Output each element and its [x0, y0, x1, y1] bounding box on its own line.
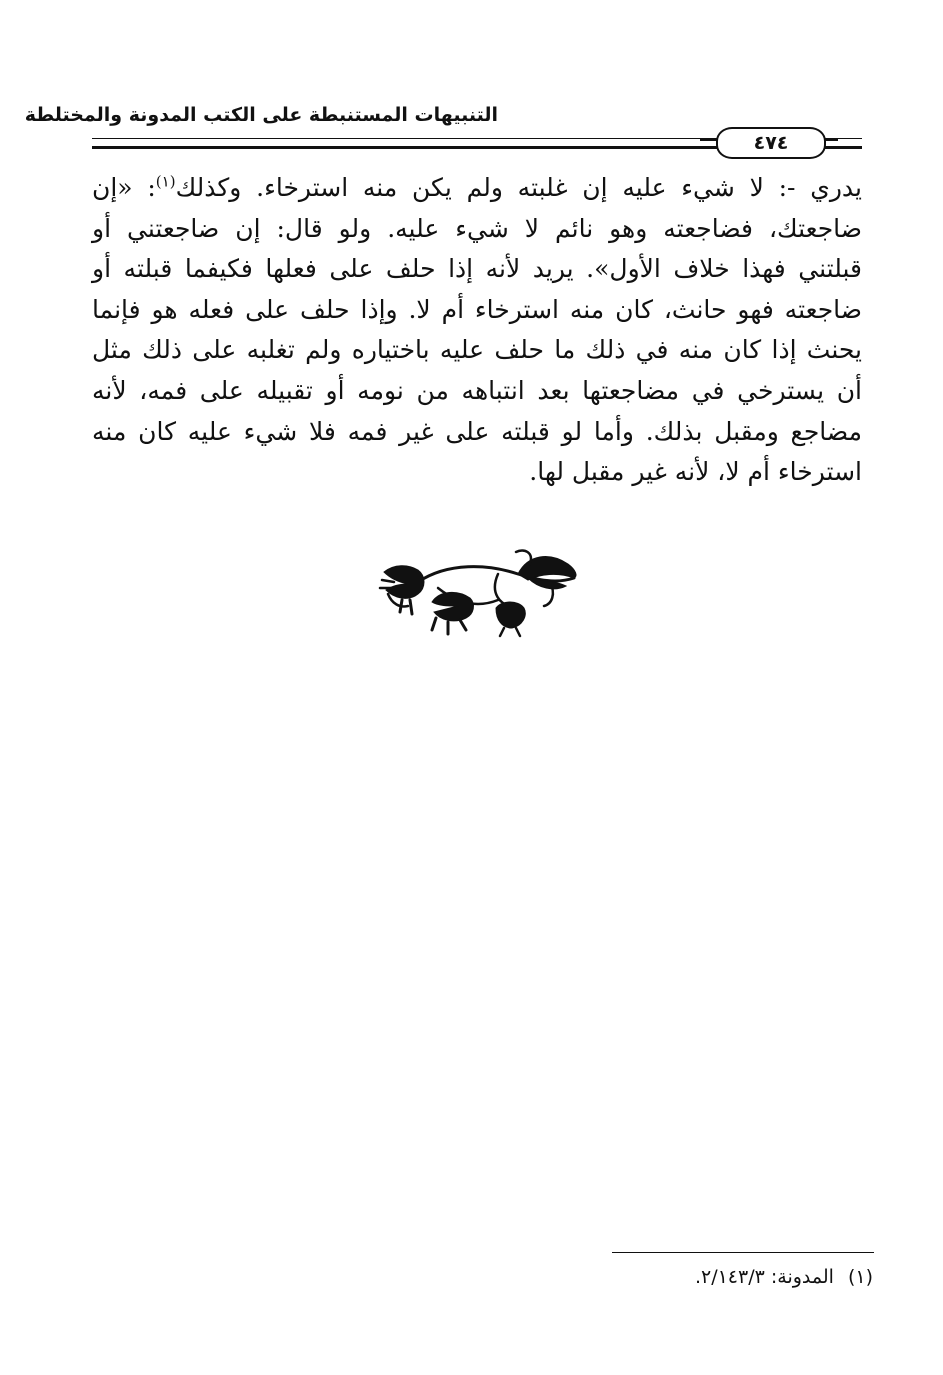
body-line-2: ضاجعتك، فضاجعته وهو نائم لا شيء عليه. ولو قال: إن ضاجعتني أو: [92, 213, 862, 243]
body-line-6: أن يسترخي في مضاجعتها بعد انتباهه من نومه أو تقبيله على فمه، لأنه: [92, 375, 862, 405]
footnote-number: (١): [847, 1266, 873, 1288]
body-line-8: استرخاء أم لا، لأنه غير مقبل لها.: [529, 457, 862, 487]
body-text: [92, 168, 862, 493]
body-line-4: ضاجعته فهو حانث، كان منه استرخاء أم لا. وإذا حلف على فعله هو فإنما: [92, 294, 862, 324]
body-line-1-text: يدري -: لا شيء عليه إن غلبته ولم يكن منه استرخاء. وكذلك: [175, 173, 862, 202]
floral-ornament-icon: [378, 544, 584, 638]
body-line-1: [92, 168, 862, 209]
running-title: التنبيهات المستنبطة على الكتب المدونة والمختلطة: [24, 104, 498, 126]
page-number: ٤٧٤: [753, 132, 789, 154]
body-line-3: قبلتني فهذا خلاف الأول». يريد لأنه إذا حلف على فعلها فكيفما قبلته أو: [92, 254, 862, 284]
body-line-5: يحنث إذا كان منه في ذلك ما حلف عليه باختياره ولم تغلبه على ذلك مثل: [92, 335, 862, 365]
body-line-7: مضاجع ومقبل بذلك. وأما لو قبلته على غير فمه فلا شيء عليه كان منه: [92, 416, 862, 446]
footnote-rule: [612, 1252, 874, 1253]
page-number-badge: [716, 127, 826, 159]
footnote-text: المدونة: ٢/١٤٣/٣.: [694, 1266, 834, 1288]
body-line-1-tail: : «إن: [92, 173, 156, 202]
footnote-ref: (١): [155, 172, 176, 191]
footnote-1: [695, 1266, 873, 1288]
